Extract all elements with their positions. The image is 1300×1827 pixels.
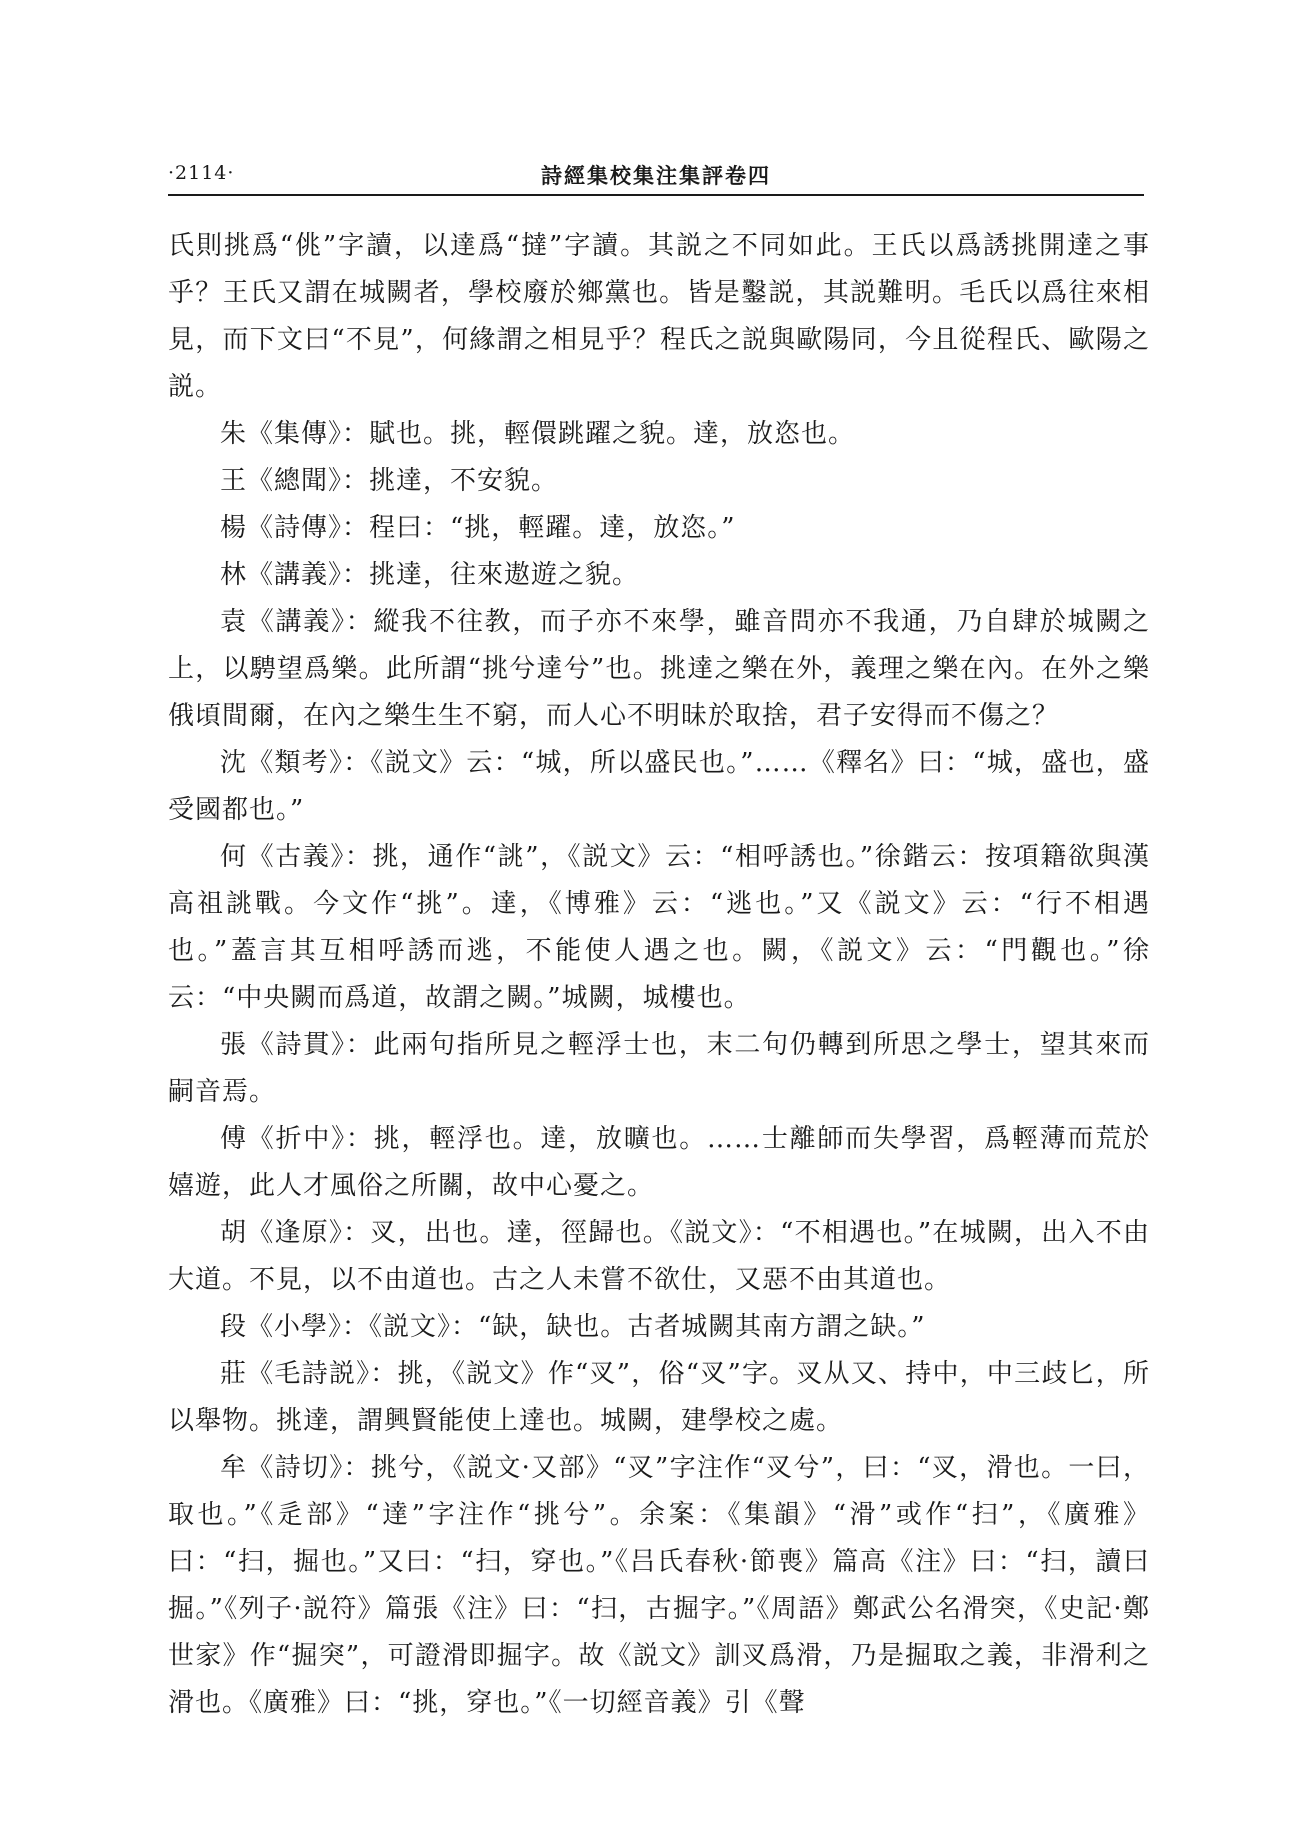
paragraph-zhu-jizhuan: 朱《集傳》：賦也。挑，輕儇跳躍之貌。達，放恣也。 bbox=[220, 419, 856, 449]
paragraph-zhuang-maoshishuo: 莊《毛詩説》：挑，《説文》作“㕚”，俗“㕚”字。㕚从又、持中，中三歧匕，所以舉物。挑達，謂興賢能使上達也。城闕，建學校之處。 bbox=[168, 1359, 1150, 1436]
paragraph-zhang-shiguan: 張《詩貫》：此兩句指所見之輕浮士也，末二句仍轉到所思之學士，望其來而嗣音焉。 bbox=[168, 1030, 1150, 1107]
paragraph-he-guyi: 何《古義》：挑，通作“誂”，《説文》云：“相呼誘也。”徐鍇云：按項籍欲與漢高祖誂戰。今文作“挑”。達，《博雅》云：“逃也。”又《説文》云：“行不相遇也。”蓋言其互相呼誘而逃，不能使人遇之也。闕，《説文》云：“門觀也。”徐云：“中央闕而爲道，故謂之闕。”城闕，城樓也。 bbox=[168, 842, 1150, 1013]
paragraph-duan-xiaoxue: 段《小學》：《説文》：“缺，缺也。古者城闕其南方謂之缺。” bbox=[220, 1312, 926, 1342]
paragraph-yang-shizhuan: 楊《詩傳》：程曰：“挑，輕躍。達，放恣。” bbox=[220, 513, 736, 543]
paragraph-wang-zongwen: 王《總聞》：挑達，不安貌。 bbox=[220, 466, 559, 496]
header-rule bbox=[168, 194, 1144, 196]
paragraph-mou-shiqie: 牟《詩切》：挑兮，《説文·又部》“㕚”字注作“㕚兮”，曰：“㕚，滑也。一曰，取也。”《辵部》“達”字注作“挑兮”。余案：《集韻》“滑”或作“扫”，《廣雅》曰：“扫，掘也。”又曰：“扫，穿也。”《吕氏春秋·節喪》篇高《注》曰：“扫，讀曰掘。”《列子·説符》篇張《注》曰：“扫，古掘字。”《周語》鄭武公名滑突，《史記·鄭世家》作“掘突”，可證滑即掘字。故《説文》訓㕚爲滑，乃是掘取之義，非滑利之滑也。《廣雅》曰：“挑，穿也。”《一切經音義》引《聲 bbox=[168, 1453, 1150, 1718]
page-header bbox=[168, 158, 1144, 194]
paragraph-shen-leikao: 沈《類考》：《説文》云：“城，所以盛民也。”……《釋名》曰：“城，盛也，盛受國都也。” bbox=[168, 748, 1150, 825]
paragraph-yuan-jiangyi: 袁《講義》：縱我不往教，而子亦不來學，雖音問亦不我通，乃自肆於城闕之上，以騁望爲樂。此所謂“挑兮達兮”也。挑達之樂在外，義理之樂在內。在外之樂俄頃間爾，在內之樂生生不窮，而人心不明昧於取捨，君子安得而不傷之？ bbox=[168, 607, 1150, 731]
paragraph-lin-jiangyi: 林《講義》：挑達，往來遨遊之貌。 bbox=[220, 560, 640, 590]
paragraph-continuation: 氏則挑爲“佻”字讀，以達爲“撻”字讀。其説之不同如此。王氏以爲誘挑開達之事乎？王氏又謂在城闕者，學校廢於鄉黨也。皆是鑿説，其説難明。毛氏以爲往來相見，而下文曰“不見”，何緣謂之相見乎？程氏之説與歐陽同，今且從程氏、歐陽之説。 bbox=[168, 231, 1150, 402]
paragraph-fu-zhezhong: 傅《折中》：挑，輕浮也。達，放曠也。……士離師而失學習，爲輕薄而荒於嬉遊，此人才風俗之所關，故中心憂之。 bbox=[168, 1124, 1150, 1201]
body-text bbox=[168, 223, 1150, 1727]
page-number: ·2114· bbox=[168, 162, 235, 184]
paragraph-hu-fengyuan: 胡《逢原》：㕚，出也。達，徑歸也。《説文》：“不相遇也。”在城闕，出入不由大道。不見，以不由道也。古之人未嘗不欲仕，又惡不由其道也。 bbox=[168, 1218, 1150, 1295]
running-title: 詩經集校集注集評卷四 bbox=[541, 163, 771, 188]
